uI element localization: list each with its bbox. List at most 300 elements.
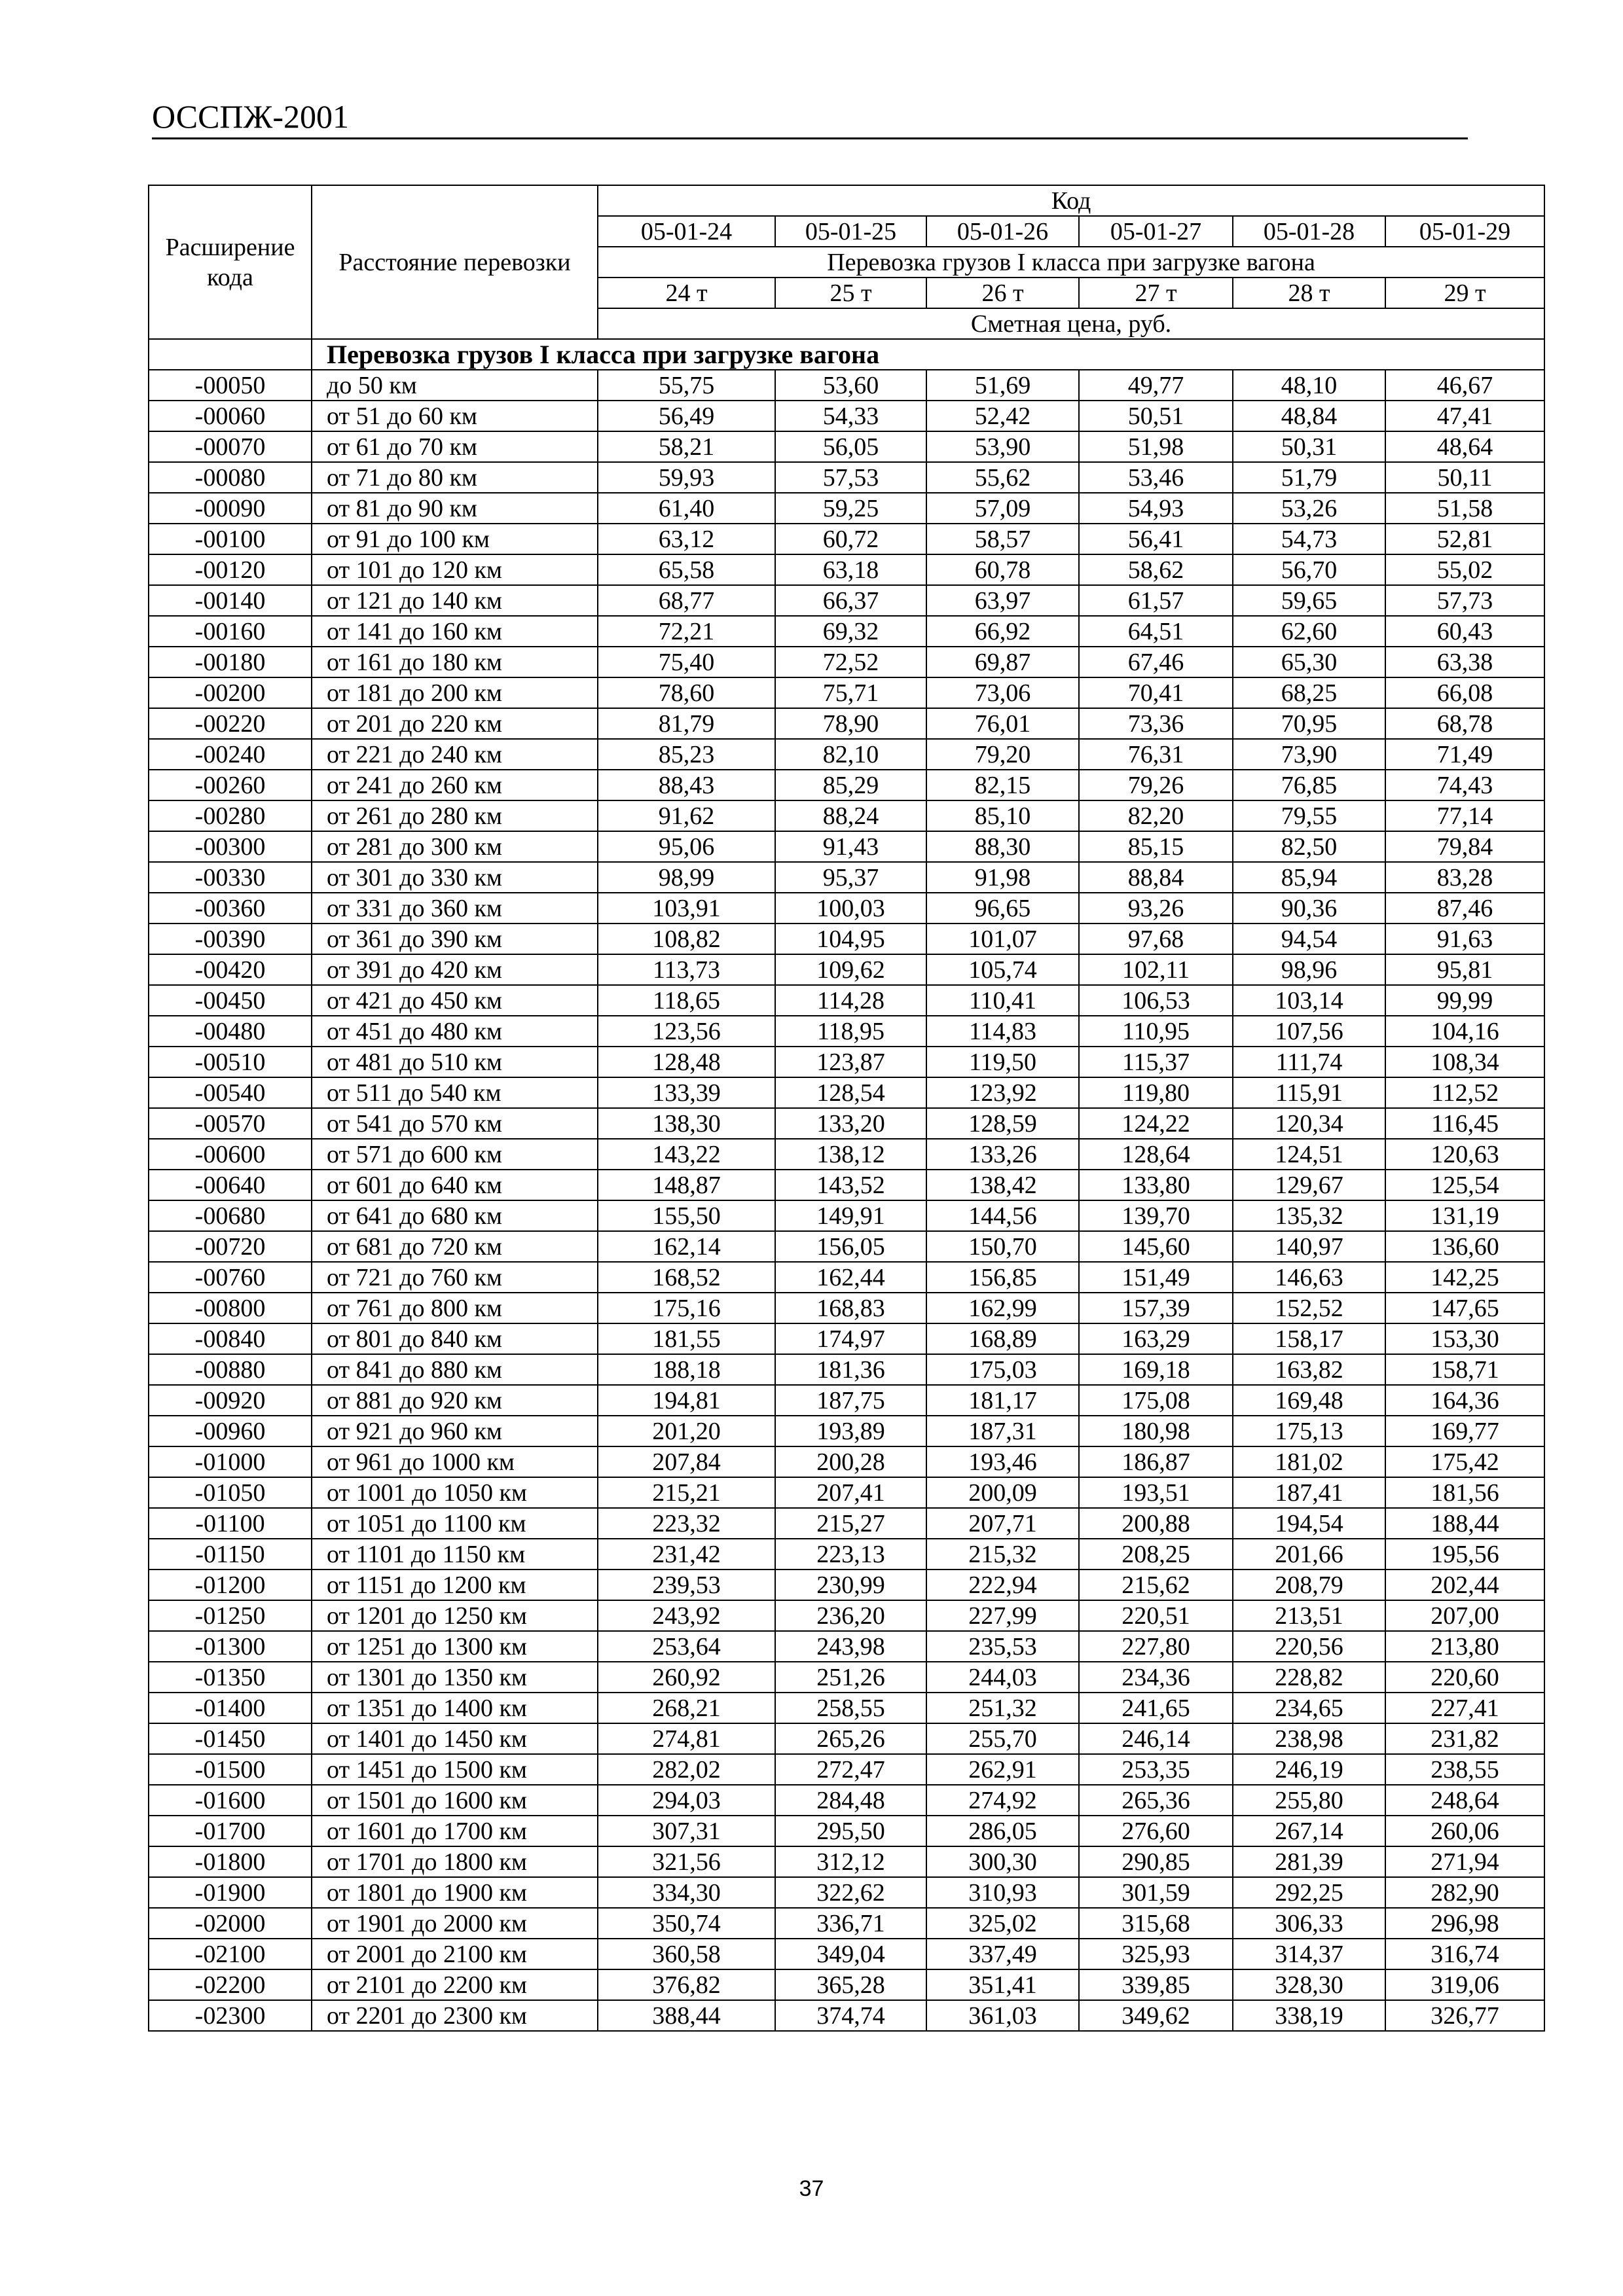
header-code-cell: 05-01-27 — [1079, 216, 1233, 247]
row-price-cell: 306,33 — [1233, 1908, 1385, 1939]
row-price-cell: 262,91 — [926, 1754, 1079, 1785]
row-price-cell: 220,51 — [1079, 1600, 1233, 1631]
row-price-cell: 123,87 — [775, 1047, 926, 1077]
row-price-cell: 292,25 — [1233, 1877, 1385, 1908]
row-price-cell: 135,32 — [1233, 1200, 1385, 1231]
row-distance: от 801 до 840 км — [312, 1323, 598, 1354]
row-price-cell: 157,39 — [1079, 1293, 1233, 1323]
table-row — [149, 800, 1544, 831]
row-price-cell: 325,02 — [926, 1908, 1079, 1939]
row-code: -01500 — [149, 1754, 312, 1785]
row-price-cell: 96,65 — [926, 893, 1079, 924]
row-price-cell: 230,99 — [775, 1570, 926, 1600]
row-price-cell: 365,28 — [775, 1969, 926, 2000]
header-extension: Расширение кода — [149, 185, 312, 339]
row-price-cell: 76,31 — [1079, 739, 1233, 770]
row-price-cell: 66,37 — [775, 585, 926, 616]
row-price-cell: 215,32 — [926, 1539, 1079, 1570]
row-distance: от 2201 до 2300 км — [312, 2000, 598, 2031]
row-code: -00510 — [149, 1047, 312, 1077]
table-row — [149, 1262, 1544, 1293]
row-price-cell: 60,72 — [775, 524, 926, 554]
row-price-cell: 50,31 — [1233, 431, 1385, 462]
row-price-cell: 68,25 — [1233, 677, 1385, 708]
row-price-cell: 193,51 — [1079, 1477, 1233, 1508]
row-price-cell: 95,06 — [598, 831, 775, 862]
row-price-cell: 82,10 — [775, 739, 926, 770]
table-row — [149, 2000, 1544, 2031]
row-price-cell: 51,79 — [1233, 462, 1385, 493]
row-price-cell: 276,60 — [1079, 1816, 1233, 1846]
header-load-cell: 29 т — [1385, 278, 1544, 308]
row-price-cell: 95,37 — [775, 862, 926, 893]
row-price-cell: 145,60 — [1079, 1231, 1233, 1262]
row-price-cell: 57,73 — [1385, 585, 1544, 616]
row-price-cell: 175,08 — [1079, 1385, 1233, 1416]
row-price-cell: 88,84 — [1079, 862, 1233, 893]
row-price-cell: 282,90 — [1385, 1877, 1544, 1908]
row-price-cell: 336,71 — [775, 1908, 926, 1939]
row-code: -02000 — [149, 1908, 312, 1939]
row-price-cell: 152,52 — [1233, 1293, 1385, 1323]
row-price-cell: 73,06 — [926, 677, 1079, 708]
row-price-cell: 156,05 — [775, 1231, 926, 1262]
page-number: 37 — [799, 2176, 824, 2201]
row-distance: от 481 до 510 км — [312, 1047, 598, 1077]
row-price-cell: 326,77 — [1385, 2000, 1544, 2031]
row-distance: от 1301 до 1350 км — [312, 1662, 598, 1693]
price-table — [148, 185, 1545, 2032]
row-price-cell: 79,55 — [1233, 800, 1385, 831]
row-price-cell: 109,62 — [775, 954, 926, 985]
table-row — [149, 1785, 1544, 1816]
row-price-cell: 201,66 — [1233, 1539, 1385, 1570]
row-code: -00570 — [149, 1108, 312, 1139]
row-code: -00140 — [149, 585, 312, 616]
row-code: -01200 — [149, 1570, 312, 1600]
row-price-cell: 82,20 — [1079, 800, 1233, 831]
row-price-cell: 50,51 — [1079, 401, 1233, 431]
row-price-cell: 58,21 — [598, 431, 775, 462]
row-price-cell: 158,71 — [1385, 1354, 1544, 1385]
row-distance: от 921 до 960 км — [312, 1416, 598, 1446]
row-price-cell: 56,49 — [598, 401, 775, 431]
row-price-cell: 75,71 — [775, 677, 926, 708]
row-price-cell: 265,26 — [775, 1723, 926, 1754]
row-price-cell: 97,68 — [1079, 924, 1233, 954]
table-row — [149, 401, 1544, 431]
table-row — [149, 1754, 1544, 1785]
header-code-cell: 05-01-26 — [926, 216, 1079, 247]
row-code: -01900 — [149, 1877, 312, 1908]
row-price-cell: 163,82 — [1233, 1354, 1385, 1385]
row-price-cell: 125,54 — [1385, 1170, 1544, 1200]
row-code: -00300 — [149, 831, 312, 862]
row-price-cell: 72,52 — [775, 647, 926, 677]
row-price-cell: 294,03 — [598, 1785, 775, 1816]
row-price-cell: 274,92 — [926, 1785, 1079, 1816]
table-row — [149, 862, 1544, 893]
header-code-cell: 05-01-28 — [1233, 216, 1385, 247]
row-price-cell: 175,42 — [1385, 1446, 1544, 1477]
row-price-cell: 142,25 — [1385, 1262, 1544, 1293]
table-row — [149, 585, 1544, 616]
row-price-cell: 65,30 — [1233, 647, 1385, 677]
row-code: -00680 — [149, 1200, 312, 1231]
row-price-cell: 128,59 — [926, 1108, 1079, 1139]
row-price-cell: 51,58 — [1385, 493, 1544, 524]
row-price-cell: 56,05 — [775, 431, 926, 462]
row-price-cell: 174,97 — [775, 1323, 926, 1354]
row-price-cell: 110,95 — [1079, 1016, 1233, 1047]
table-row — [149, 1446, 1544, 1477]
row-price-cell: 69,87 — [926, 647, 1079, 677]
row-price-cell: 376,82 — [598, 1969, 775, 2000]
row-price-cell: 91,63 — [1385, 924, 1544, 954]
row-price-cell: 70,95 — [1233, 708, 1385, 739]
header-code-cell: 05-01-29 — [1385, 216, 1544, 247]
row-price-cell: 295,50 — [775, 1816, 926, 1846]
row-price-cell: 175,03 — [926, 1354, 1079, 1385]
row-price-cell: 325,93 — [1079, 1939, 1233, 1969]
row-price-cell: 200,88 — [1079, 1508, 1233, 1539]
row-distance: от 1001 до 1050 км — [312, 1477, 598, 1508]
row-distance: от 511 до 540 км — [312, 1077, 598, 1108]
row-price-cell: 57,09 — [926, 493, 1079, 524]
row-distance: от 1201 до 1250 км — [312, 1600, 598, 1631]
row-price-cell: 133,26 — [926, 1139, 1079, 1170]
row-price-cell: 63,12 — [598, 524, 775, 554]
row-distance: от 181 до 200 км — [312, 677, 598, 708]
row-price-cell: 282,02 — [598, 1754, 775, 1785]
row-price-cell: 181,55 — [598, 1323, 775, 1354]
row-price-cell: 133,20 — [775, 1108, 926, 1139]
row-price-cell: 162,99 — [926, 1293, 1079, 1323]
row-price-cell: 133,39 — [598, 1077, 775, 1108]
row-price-cell: 215,62 — [1079, 1570, 1233, 1600]
row-price-cell: 312,12 — [775, 1846, 926, 1877]
row-price-cell: 281,39 — [1233, 1846, 1385, 1877]
row-code: -00330 — [149, 862, 312, 893]
row-price-cell: 148,87 — [598, 1170, 775, 1200]
row-code: -02200 — [149, 1969, 312, 2000]
row-price-cell: 238,98 — [1233, 1723, 1385, 1754]
row-price-cell: 123,92 — [926, 1077, 1079, 1108]
table-row — [149, 708, 1544, 739]
row-price-cell: 138,30 — [598, 1108, 775, 1139]
row-distance: от 331 до 360 км — [312, 893, 598, 924]
row-distance: от 221 до 240 км — [312, 739, 598, 770]
header-row-code — [149, 185, 1544, 216]
row-price-cell: 53,90 — [926, 431, 1079, 462]
row-price-cell: 222,94 — [926, 1570, 1079, 1600]
row-price-cell: 55,02 — [1385, 554, 1544, 585]
row-price-cell: 284,48 — [775, 1785, 926, 1816]
row-price-cell: 175,13 — [1233, 1416, 1385, 1446]
row-code: -00220 — [149, 708, 312, 739]
table-row — [149, 370, 1544, 401]
row-price-cell: 321,56 — [598, 1846, 775, 1877]
row-price-cell: 150,70 — [926, 1231, 1079, 1262]
row-price-cell: 110,41 — [926, 985, 1079, 1016]
row-code: -00800 — [149, 1293, 312, 1323]
row-price-cell: 54,73 — [1233, 524, 1385, 554]
row-price-cell: 120,34 — [1233, 1108, 1385, 1139]
row-price-cell: 51,98 — [1079, 431, 1233, 462]
header-code-cell: 05-01-24 — [598, 216, 775, 247]
row-price-cell: 116,45 — [1385, 1108, 1544, 1139]
row-code: -00480 — [149, 1016, 312, 1047]
row-price-cell: 213,51 — [1233, 1600, 1385, 1631]
row-price-cell: 79,20 — [926, 739, 1079, 770]
row-price-cell: 163,29 — [1079, 1323, 1233, 1354]
row-price-cell: 54,93 — [1079, 493, 1233, 524]
row-price-cell: 181,36 — [775, 1354, 926, 1385]
row-price-cell: 78,60 — [598, 677, 775, 708]
row-code: -00420 — [149, 954, 312, 985]
row-price-cell: 124,51 — [1233, 1139, 1385, 1170]
table-row — [149, 1354, 1544, 1385]
row-price-cell: 129,67 — [1233, 1170, 1385, 1200]
row-price-cell: 85,29 — [775, 770, 926, 800]
row-code: -00090 — [149, 493, 312, 524]
row-price-cell: 106,53 — [1079, 985, 1233, 1016]
row-price-cell: 260,92 — [598, 1662, 775, 1693]
table-row — [149, 1293, 1544, 1323]
row-price-cell: 181,17 — [926, 1385, 1079, 1416]
row-price-cell: 85,15 — [1079, 831, 1233, 862]
row-price-cell: 72,21 — [598, 616, 775, 647]
row-price-cell: 123,56 — [598, 1016, 775, 1047]
row-code: -02300 — [149, 2000, 312, 2031]
row-price-cell: 268,21 — [598, 1693, 775, 1723]
row-distance: от 2001 до 2100 км — [312, 1939, 598, 1969]
row-code: -01800 — [149, 1846, 312, 1877]
row-price-cell: 239,53 — [598, 1570, 775, 1600]
row-price-cell: 169,77 — [1385, 1416, 1544, 1446]
row-price-cell: 251,26 — [775, 1662, 926, 1693]
row-price-cell: 272,47 — [775, 1754, 926, 1785]
row-price-cell: 63,97 — [926, 585, 1079, 616]
row-price-cell: 200,09 — [926, 1477, 1079, 1508]
row-price-cell: 57,53 — [775, 462, 926, 493]
row-price-cell: 85,94 — [1233, 862, 1385, 893]
row-price-cell: 360,58 — [598, 1939, 775, 1969]
row-price-cell: 236,20 — [775, 1600, 926, 1631]
row-price-cell: 74,43 — [1385, 770, 1544, 800]
row-price-cell: 290,85 — [1079, 1846, 1233, 1877]
row-price-cell: 316,74 — [1385, 1939, 1544, 1969]
row-distance: от 961 до 1000 км — [312, 1446, 598, 1477]
row-price-cell: 339,85 — [1079, 1969, 1233, 2000]
row-price-cell: 227,99 — [926, 1600, 1079, 1631]
row-price-cell: 238,55 — [1385, 1754, 1544, 1785]
row-price-cell: 48,84 — [1233, 401, 1385, 431]
row-price-cell: 334,30 — [598, 1877, 775, 1908]
row-code: -01250 — [149, 1600, 312, 1631]
row-price-cell: 53,46 — [1079, 462, 1233, 493]
row-price-cell: 53,26 — [1233, 493, 1385, 524]
row-price-cell: 47,41 — [1385, 401, 1544, 431]
table-row — [149, 431, 1544, 462]
row-code: -00200 — [149, 677, 312, 708]
row-price-cell: 114,83 — [926, 1016, 1079, 1047]
row-code: -01000 — [149, 1446, 312, 1477]
row-price-cell: 46,67 — [1385, 370, 1544, 401]
row-distance: до 50 км — [312, 370, 598, 401]
row-price-cell: 374,74 — [775, 2000, 926, 2031]
table-row — [149, 554, 1544, 585]
row-price-cell: 103,14 — [1233, 985, 1385, 1016]
row-code: -00080 — [149, 462, 312, 493]
row-price-cell: 105,74 — [926, 954, 1079, 985]
row-price-cell: 187,75 — [775, 1385, 926, 1416]
row-price-cell: 271,94 — [1385, 1846, 1544, 1877]
row-price-cell: 55,75 — [598, 370, 775, 401]
table-row — [149, 1477, 1544, 1508]
row-code: -01450 — [149, 1723, 312, 1754]
row-code: -00390 — [149, 924, 312, 954]
row-price-cell: 220,60 — [1385, 1662, 1544, 1693]
table-row — [149, 1323, 1544, 1354]
row-price-cell: 48,10 — [1233, 370, 1385, 401]
row-code: -00240 — [149, 739, 312, 770]
row-price-cell: 59,25 — [775, 493, 926, 524]
table-row — [149, 1570, 1544, 1600]
row-code: -00180 — [149, 647, 312, 677]
row-distance: от 1151 до 1200 км — [312, 1570, 598, 1600]
row-price-cell: 200,28 — [775, 1446, 926, 1477]
row-distance: от 161 до 180 км — [312, 647, 598, 677]
row-price-cell: 138,42 — [926, 1170, 1079, 1200]
row-price-cell: 78,90 — [775, 708, 926, 739]
header-load-cell: 25 т — [775, 278, 926, 308]
row-code: -01150 — [149, 1539, 312, 1570]
row-distance: от 681 до 720 км — [312, 1231, 598, 1262]
row-price-cell: 175,16 — [598, 1293, 775, 1323]
row-price-cell: 52,81 — [1385, 524, 1544, 554]
row-price-cell: 85,10 — [926, 800, 1079, 831]
row-code: -00720 — [149, 1231, 312, 1262]
row-price-cell: 194,54 — [1233, 1508, 1385, 1539]
table-row — [149, 893, 1544, 924]
row-price-cell: 201,20 — [598, 1416, 775, 1446]
row-price-cell: 307,31 — [598, 1816, 775, 1846]
row-price-cell: 243,98 — [775, 1631, 926, 1662]
row-price-cell: 143,22 — [598, 1139, 775, 1170]
row-price-cell: 301,59 — [1079, 1877, 1233, 1908]
header-distance: Расстояние перевозки — [312, 185, 598, 339]
row-price-cell: 361,03 — [926, 2000, 1079, 2031]
row-price-cell: 315,68 — [1079, 1908, 1233, 1939]
row-code: -00450 — [149, 985, 312, 1016]
row-distance: от 451 до 480 км — [312, 1016, 598, 1047]
table-row — [149, 1385, 1544, 1416]
row-price-cell: 246,14 — [1079, 1723, 1233, 1754]
table-row — [149, 1631, 1544, 1662]
row-code: -00880 — [149, 1354, 312, 1385]
row-code: -00160 — [149, 616, 312, 647]
row-price-cell: 267,14 — [1233, 1816, 1385, 1846]
row-price-cell: 113,73 — [598, 954, 775, 985]
table-row — [149, 739, 1544, 770]
row-distance: от 281 до 300 км — [312, 831, 598, 862]
row-code: -00050 — [149, 370, 312, 401]
row-price-cell: 128,54 — [775, 1077, 926, 1108]
row-price-cell: 63,18 — [775, 554, 926, 585]
row-price-cell: 87,46 — [1385, 893, 1544, 924]
row-price-cell: 91,62 — [598, 800, 775, 831]
row-price-cell: 95,81 — [1385, 954, 1544, 985]
row-price-cell: 79,84 — [1385, 831, 1544, 862]
row-distance: от 51 до 60 км — [312, 401, 598, 431]
document-header — [152, 98, 1468, 139]
row-price-cell: 208,25 — [1079, 1539, 1233, 1570]
row-price-cell: 51,69 — [926, 370, 1079, 401]
row-price-cell: 207,41 — [775, 1477, 926, 1508]
row-price-cell: 180,98 — [1079, 1416, 1233, 1446]
row-price-cell: 244,03 — [926, 1662, 1079, 1693]
row-price-cell: 155,50 — [598, 1200, 775, 1231]
table-row — [149, 1508, 1544, 1539]
header-load-cell: 28 т — [1233, 278, 1385, 308]
row-distance: от 1051 до 1100 км — [312, 1508, 598, 1539]
row-code: -01100 — [149, 1508, 312, 1539]
row-distance: от 761 до 800 км — [312, 1293, 598, 1323]
row-price-cell: 59,93 — [598, 462, 775, 493]
row-price-cell: 88,43 — [598, 770, 775, 800]
table-row — [149, 1416, 1544, 1446]
row-price-cell: 215,27 — [775, 1508, 926, 1539]
row-code: -00760 — [149, 1262, 312, 1293]
row-price-cell: 337,49 — [926, 1939, 1079, 1969]
table-row — [149, 1539, 1544, 1570]
table-row — [149, 924, 1544, 954]
row-price-cell: 314,37 — [1233, 1939, 1385, 1969]
row-code: -00600 — [149, 1139, 312, 1170]
row-price-cell: 207,00 — [1385, 1600, 1544, 1631]
row-price-cell: 207,71 — [926, 1508, 1079, 1539]
row-price-cell: 65,58 — [598, 554, 775, 585]
row-price-cell: 82,50 — [1233, 831, 1385, 862]
table-row — [149, 1200, 1544, 1231]
header-code-cell: 05-01-25 — [775, 216, 926, 247]
row-price-cell: 128,64 — [1079, 1139, 1233, 1170]
row-price-cell: 296,98 — [1385, 1908, 1544, 1939]
row-price-cell: 62,60 — [1233, 616, 1385, 647]
row-price-cell: 53,60 — [775, 370, 926, 401]
table-row — [149, 1693, 1544, 1723]
row-price-cell: 61,57 — [1079, 585, 1233, 616]
row-price-cell: 88,24 — [775, 800, 926, 831]
row-distance: от 91 до 100 км — [312, 524, 598, 554]
table-row — [149, 831, 1544, 862]
table-row — [149, 1939, 1544, 1969]
row-distance: от 201 до 220 км — [312, 708, 598, 739]
row-price-cell: 91,43 — [775, 831, 926, 862]
row-price-cell: 253,64 — [598, 1631, 775, 1662]
table-row — [149, 954, 1544, 985]
row-price-cell: 133,80 — [1079, 1170, 1233, 1200]
row-price-cell: 169,18 — [1079, 1354, 1233, 1385]
row-price-cell: 55,62 — [926, 462, 1079, 493]
row-code: -00960 — [149, 1416, 312, 1446]
row-price-cell: 93,26 — [1079, 893, 1233, 924]
row-code: -00640 — [149, 1170, 312, 1200]
row-distance: от 1501 до 1600 км — [312, 1785, 598, 1816]
row-price-cell: 112,52 — [1385, 1077, 1544, 1108]
row-price-cell: 349,62 — [1079, 2000, 1233, 2031]
